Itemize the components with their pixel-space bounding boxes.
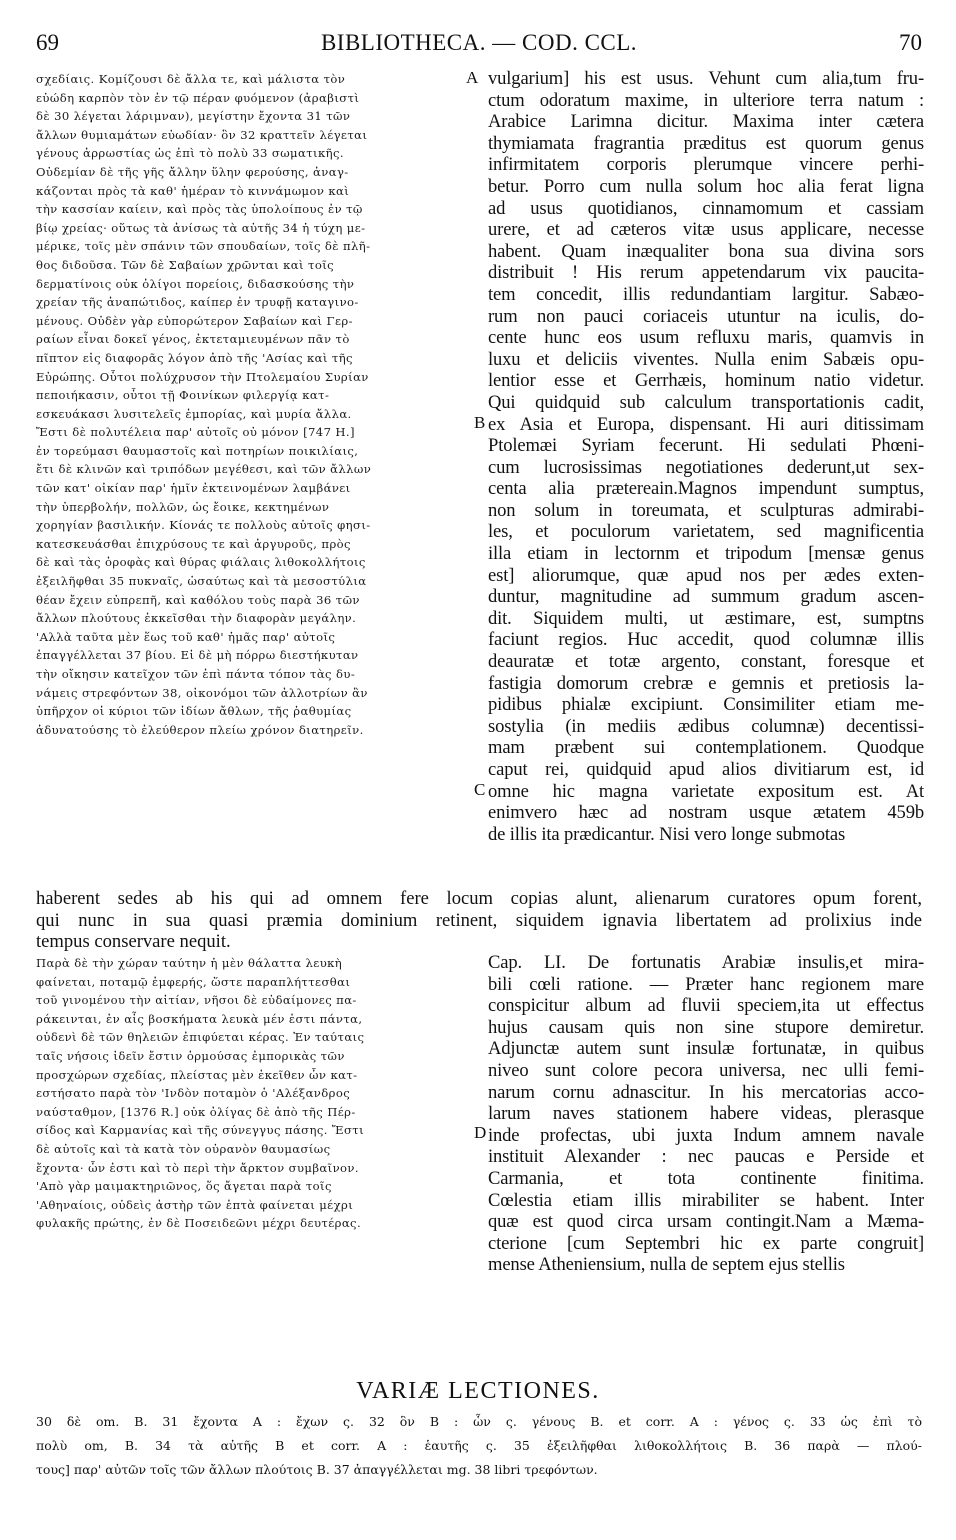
margin-letter-c: C bbox=[474, 780, 486, 799]
latin-text-line: duntur, magnitudine ad summum gradum ascen- bbox=[488, 586, 924, 608]
greek-column-top bbox=[36, 70, 468, 739]
greek-text-line: θος διδοῦσα. Τῶν δὲ Σαβαίων χρῶνται καὶ τοῖς bbox=[36, 257, 335, 272]
latin-text-line: ctum odoratum maxime, in ulteriore terra natum : bbox=[488, 89, 924, 111]
latin-text-line: faciunt regios. Huc accedit, quod columnæ illis bbox=[488, 629, 924, 651]
variae-lectiones-notes bbox=[36, 1410, 922, 1482]
greek-text-line: προσχώρων σχεδίας, πλείστας μὲν ἐκεῖθεν ὧν κατ- bbox=[36, 1067, 358, 1082]
latin-text-line: cente hunc eos usum refluxu maris, quamvis in bbox=[488, 327, 924, 349]
latin-text-line: mam præbent sui contemplationem. Quodque bbox=[488, 737, 924, 759]
latin-text-line: lentior esse et Gerrhæis, hominum natio videtur. bbox=[488, 370, 924, 392]
greek-text-line: ἄλλων θυμιαμάτων εὐωδίαν· ὃν 32 κραττεῖν λέγεται bbox=[36, 127, 368, 142]
latin-text-line: caput rei, quidquid apud alios divitiarum est, id bbox=[488, 759, 924, 780]
greek-text-line: τῶν κατ' οἰκίαν παρ' ἡμῖν ἐκτεινομένων λαμβάνει bbox=[36, 481, 351, 496]
latin-text-line: illa etiam in lectornm et tripodum [mensæ genus bbox=[488, 543, 924, 565]
latin-text-line: conspicitur album ad fluvii speciem,ita ut effectus bbox=[488, 995, 924, 1017]
latin-text-line: pidibus phialæ excipiunt. Consimiliter etiam me- bbox=[488, 694, 924, 716]
greek-text-line: 'Αλλὰ ταῦτα μὲν ἕως τοῦ καθ' ἡμᾶς παρ' αὐτοῖς bbox=[36, 629, 336, 644]
greek-text-line: Εὐρώπης. Οὗτοι πολύχρυσον τὴν Πτολεμαίου Συρίαν bbox=[36, 369, 369, 384]
latin-text-line: deauratæ et totæ argento, constant, foresque et bbox=[488, 651, 924, 673]
latin-text-line: distribuit ! His rerum appetendarum vix paucita- bbox=[488, 262, 924, 284]
page-number-left: 69 bbox=[36, 30, 59, 55]
latin-text-line: tem concedit, illis redundantiam largitur. Sabæo- bbox=[488, 283, 924, 305]
latin-text-line: niveo sunt colore pecora universa, nec ulli femi- bbox=[488, 1059, 924, 1081]
margin-letter-d: D bbox=[474, 1123, 487, 1142]
latin-text-line: enimvero hæc ad nostram usque ætatem 459b bbox=[488, 802, 924, 824]
greek-text-line: μέρικε, τοῖς μὲν σπάνιν τῶν σπουδαίων, τοῖς δὲ πλῆ- bbox=[36, 239, 371, 254]
latin-text-line: infirmitatem corporis plerumque vincere perhi- bbox=[488, 154, 924, 176]
latin-text-line: dit. Siquidem multi, ut æstimare, est, sumptns bbox=[488, 607, 924, 629]
latin-text-line: ex Asia et Europa, dispensant. Hi auri ditissimam bbox=[488, 413, 924, 435]
greek-text-line: τὴν οἴκησιν κατεῖχον τῶν ἐπὶ πάντα τόπον τὰς δυ- bbox=[36, 667, 356, 681]
latin-text-line: instituit Alexander : nec paucas e Perside et bbox=[488, 1146, 924, 1168]
greek-text-line: τὴν κασσίαν καίειν, καὶ πρὸς τὰς ὑπολοίπους ἐν τῷ bbox=[36, 202, 363, 217]
greek-text-line: Παρὰ δὲ τὴν χώραν ταύτην ἡ μὲν θάλαττα λευκὴ bbox=[36, 956, 343, 970]
greek-text-line: πεποιήκασιν, οὗτοι τῇ Φοινίκων φιλεργίᾳ κατ- bbox=[36, 388, 330, 403]
greek-text-line: τοῦ γινομένου τὴν αἰτίαν, νῆσοι δὲ εὐδαίμονες πα- bbox=[36, 993, 357, 1008]
greek-text-line: εσκευάκασι λυσιτελεῖς ἐμπορίας, καὶ μυρία ἄλλα. bbox=[36, 406, 352, 421]
greek-text-line: φυλακῆς πρώτης, ἐν δὲ Ποσειδεῶνι μέχρι δευτέρας. bbox=[36, 1216, 362, 1231]
latin-text-line: Cœlestia etiam illis mirabiliter se habent. Inter bbox=[488, 1189, 924, 1211]
greek-text-line: δὲ καὶ τὰς ὀροφὰς καὶ θύρας φιάλαις λιθοκολλήτοις bbox=[36, 555, 366, 570]
full-width-line: haberent sedes ab his qui ad omnem fere locum copias alunt, alienarum curatores opum forent, bbox=[36, 888, 922, 909]
latin-text-line: quæ est quod circa ursam contingit.Nam a Mæma- bbox=[488, 1211, 924, 1233]
greek-text-line: πῖπτον εἰς διαφορᾶς λόγον ἀπὸ τῆς 'Ασίας καὶ τῆς bbox=[36, 350, 353, 365]
latin-text-line: habent. Quam inæqualiter bona sua divina sors bbox=[488, 240, 924, 262]
margin-letter-a: A bbox=[466, 68, 479, 87]
latin-text-line: urere, et ad cæteros vitæ usus applicare, necesse bbox=[488, 219, 924, 241]
latin-column-top bbox=[488, 68, 924, 845]
latin-text-line: betur. Porro cum nulla solum hoc alia ferat ligna bbox=[488, 175, 924, 197]
latin-text-line: Adjunctæ autem sunt insulæ fortunatæ, in quibus bbox=[488, 1038, 924, 1060]
greek-text-line: ράκεινται, ἐν αἷς βοσκήματα λευκὰ μέν ἐστι πάντα, bbox=[36, 1011, 363, 1026]
latin-text-line: rum non pauci coriaceis utuntur na iculis, do- bbox=[488, 305, 924, 327]
greek-text-line: τὴν ὑπερβολήν, πολλῶν, ὡς ἔοικε, κεκτημένων bbox=[36, 499, 330, 514]
greek-text-line: κάζονται πρὸς τὰ καθ' ἡμέραν τὸ κιννάμωμον καὶ bbox=[36, 183, 350, 198]
greek-text-line: ἔχοντα· ὧν ἐστι καὶ τὸ περὶ τὴν ἄρκτον συμβαῖνον. bbox=[36, 1160, 359, 1175]
greek-text-line: ἔτι δὲ κλινῶν καὶ τριπόδων μεγέθεσι, καὶ τῶν ἄλλων bbox=[36, 462, 372, 477]
greek-text-line: ἀδυνατούσης τὸ ἐλεύθερον πλείω χρόνον διατηρεῖν. bbox=[36, 722, 364, 737]
latin-text-line: centa alia prætereain.Magnos impendunt sumptus, bbox=[488, 478, 924, 500]
latin-text-line: Ptolemæi Syriam fecerunt. Hi sedulati Phœni- bbox=[488, 435, 924, 457]
greek-text-line: Ἔστι δὲ πολυτέλεια παρ' αὐτοῖς οὐ μόνον [747 H.] bbox=[36, 425, 355, 440]
greek-text-line: θέαν ἔχειν εὐπρεπῆ, καὶ καθόλου τοὺς παρὰ 36 τῶν bbox=[36, 592, 360, 607]
greek-column-bottom bbox=[36, 954, 468, 1233]
latin-text-line: les, et poculorum varietatem, sed magnificentia bbox=[488, 521, 924, 543]
greek-text-line: ὑπῆρχον οἱ κύριοι τῶν ἰδίων ἄθλων, τῆς ῥαθυμίας bbox=[36, 704, 352, 719]
greek-text-line: βίῳ χρείας· οὕτως τὰ ἀνίσως τὰ αὐτῆς 34 ἡ τύχη με- bbox=[36, 220, 366, 235]
greek-text-line: ταῖς νήσοις ἰδεῖν ἔστιν ὁρμούσας ἐμπορικὰς τῶν bbox=[36, 1048, 345, 1063]
latin-column-bottom bbox=[488, 952, 924, 1276]
latin-text-line: sostylia (in mediis ædibus columnæ) decentissi- bbox=[488, 715, 924, 737]
greek-text-line: ναύσταθμον, [1376 R.] οὐκ ὀλίγας δὲ ἀπὸ τῆς Πέρ- bbox=[36, 1104, 356, 1119]
full-width-line: tempus conservare nequit. bbox=[36, 931, 231, 953]
greek-text-line: δὲ αὐτοῖς καὶ τὰ κατὰ τὸν οὐρανὸν θαυμασίως bbox=[36, 1141, 331, 1156]
greek-text-line: κατεσκευάσθαι ἐπιχρύσους τε καὶ ἀργυροῦς, πρὸς bbox=[36, 536, 351, 551]
latin-text-line: inde profectas, ubi juxta Indum amnem navale bbox=[488, 1124, 924, 1146]
latin-text-line: thymiamata fragrantia præditus est quorum genus bbox=[488, 132, 924, 154]
greek-text-line: 'Απὸ γὰρ μαιμακτηριῶνος, ὅς ἄγεται παρὰ τοῖς bbox=[36, 1179, 332, 1194]
greek-text-line: χορηγίαν βασιλικήν. Κίονάς τε πολλοὺς αὐτοῖς φησι- bbox=[36, 518, 371, 533]
greek-text-line: σχεδίαις. Κομίζουσι δὲ ἄλλα τε, καὶ μάλιστα τὸν bbox=[36, 72, 346, 86]
margin-letter-b: B bbox=[474, 413, 486, 432]
greek-text-line: Οὐδεμίαν δὲ τῆς γῆς ἄλλην ὕλην φερούσης, ἀναγ- bbox=[36, 164, 349, 179]
latin-text-line: omne hic magna varietate expositum est. At bbox=[488, 780, 924, 802]
latin-text-line: Qui quidquid sub calculum transportationis cadit, bbox=[488, 391, 924, 413]
greek-text-line: μένους. Οὐδὲν γὰρ εὐπορώτερον Σαβαίων καὶ Γερ- bbox=[36, 313, 353, 328]
greek-text-line: ἐπαγγέλλεται 37 βίου. Εἰ δὲ μὴ πόρρω διεστήκυταν bbox=[36, 648, 359, 663]
greek-text-line: εστήσατο παρὰ τὸν 'Ινδὸν ποταμὸν ὁ 'Αλέξανδρος bbox=[36, 1086, 351, 1101]
page-number-right: 70 bbox=[899, 30, 922, 55]
greek-text-line: γένους ἀρρωστίας ὡς ἐπὶ τὸ πολὺ 33 σωματικῆς. bbox=[36, 146, 344, 161]
greek-text-line: χρείαν τῆς ἀναπώτιδος, καίπερ ἐν τρυφῇ καταγινο- bbox=[36, 295, 359, 310]
greek-text-line: ραίων εἶναι δοκεῖ γένος, ἐκτεταμιευμένων πᾶν τὸ bbox=[36, 332, 350, 347]
running-title: BIBLIOTHECA. — COD. CCL. bbox=[320, 30, 638, 55]
latin-text-line: vulgarium] his est usus. Vehunt cum alia,tum fru- bbox=[488, 68, 924, 89]
greek-text-line: 'Αθηναίοις, οὐδεὶς ἀστὴρ τῶν ἑπτὰ φαίνεται μέχρι bbox=[36, 1197, 354, 1212]
latin-text-line: mense Atheniensium, nulla de septem ejus stellis bbox=[488, 1254, 845, 1276]
full-width-line: qui nunc in sua quasi præmia dominium retinent, siquidem ignavia libertatem ad prolixius inde bbox=[36, 909, 922, 931]
latin-text-line: est] aliorumque, quæ apud nos per ædes exten- bbox=[488, 564, 924, 586]
page-header bbox=[36, 30, 922, 58]
greek-text-line: σίδος καὶ Καρμανίας καὶ τῆς σύνεγγυς πάσης. Ἔστι bbox=[36, 1123, 365, 1138]
latin-text-line: de illis ita prædicantur. Nisi vero longe submotas bbox=[488, 823, 846, 845]
latin-text-line: Arabice Larimna dicitur. Maxima inter cætera bbox=[488, 111, 924, 133]
latin-text-line: fastigia domorum crebræ e gemnis et pretiosis la- bbox=[488, 672, 924, 694]
latin-text-line: non solum in toreumata, et sculpturas admirabi- bbox=[488, 499, 924, 521]
variae-lectiones-heading: VARIÆ LECTIONES. bbox=[356, 1378, 600, 1404]
variant-note-line: τους] παρ' αὐτῶν τοῖς τῶν ἄλλων πλούτοις B. 37 ἀπαγγέλλεται mg. 38 libri τρεφόντων. bbox=[36, 1462, 598, 1477]
latin-text-line: Carmania, et tota continente finitima. bbox=[488, 1167, 924, 1189]
greek-text-line: οὐδενὶ δὲ τῶν θηλειῶν ἐπιφύεται κέρας. Ἐν ταύταις bbox=[36, 1030, 365, 1045]
latin-text-line: hujus causam quis non sine stupore demiretur. bbox=[488, 1016, 924, 1038]
variant-note-line: 30 δὲ om. B. 31 ἔχοντα A : ἔχων ς. 32 ὃν B : ὧν ς. γένους B. et corr. A : γένος ς. 33 ὡς ἐπὶ τὸ bbox=[36, 1414, 922, 1429]
latin-text-line: larum naves stationem habere videas, plerasque bbox=[488, 1103, 924, 1125]
latin-text-line: Cap. LI. De fortunatis Arabiæ insulis,et mira- bbox=[488, 952, 924, 973]
greek-text-line: δὲ 30 λέγεται λάριμναν), μεγίστην ἔχοντα 31 τῶν bbox=[36, 109, 351, 124]
latin-text-line: cterione [cum Septembri hic ex parte congruit] bbox=[488, 1232, 924, 1254]
latin-text-line: bili cœli ratione. — Præter hanc regionem mare bbox=[488, 973, 924, 995]
variant-note-line: πολὺ om, B. 34 τὰ αὐτῆς B et corr. A : ἑαυτῆς ς. 35 ἐξειλῆφθαι λιθοκολλήτοις B. 36 παρὰ — πλού- bbox=[36, 1438, 922, 1453]
greek-text-line: φαίνεται, ποταμῷ ἐμφερής, ὥστε παραπλήττεσθαι bbox=[36, 974, 351, 989]
greek-text-line: ἄλλων πλούτους ἐκκεῖσθαι τὴν διαφορὰν μεγάλην. bbox=[36, 611, 357, 626]
greek-text-line: ἐξειλῆφθαι 35 πυκναῖς, ὡσαύτως καὶ τὰ μεσοστύλια bbox=[36, 574, 367, 589]
greek-text-line: νάμεις στρεφόντων 38, οἰκονόμοι τῶν ἀλλοτρίων ἂν bbox=[36, 685, 368, 700]
latin-text-line: luxu et deliciis viventes. Nulla enim Sabæis opu- bbox=[488, 348, 924, 370]
greek-text-line: ἐν τορεύμασι θαυμαστοῖς καὶ ποτηρίων ποικιλίαις, bbox=[36, 443, 359, 458]
full-width-text bbox=[36, 888, 922, 953]
latin-text-line: ad usus quotidianos, cinnamomum et cassiam bbox=[488, 197, 924, 219]
greek-text-line: εὐώδη καρπὸν τὸν ἐν τῷ πέραν φυόμενον (ἀραβιστὶ bbox=[36, 90, 360, 105]
latin-text-line: cum lucrosissimas negotiationes dederunt,ut sex- bbox=[488, 456, 924, 478]
latin-text-line: narum cornu adnascitur. In his mercatorias acco- bbox=[488, 1081, 924, 1103]
greek-text-line: δερματίνοις οὐκ ὀλίγοι πορείοις, διδασκούσης τὴν bbox=[36, 276, 355, 291]
